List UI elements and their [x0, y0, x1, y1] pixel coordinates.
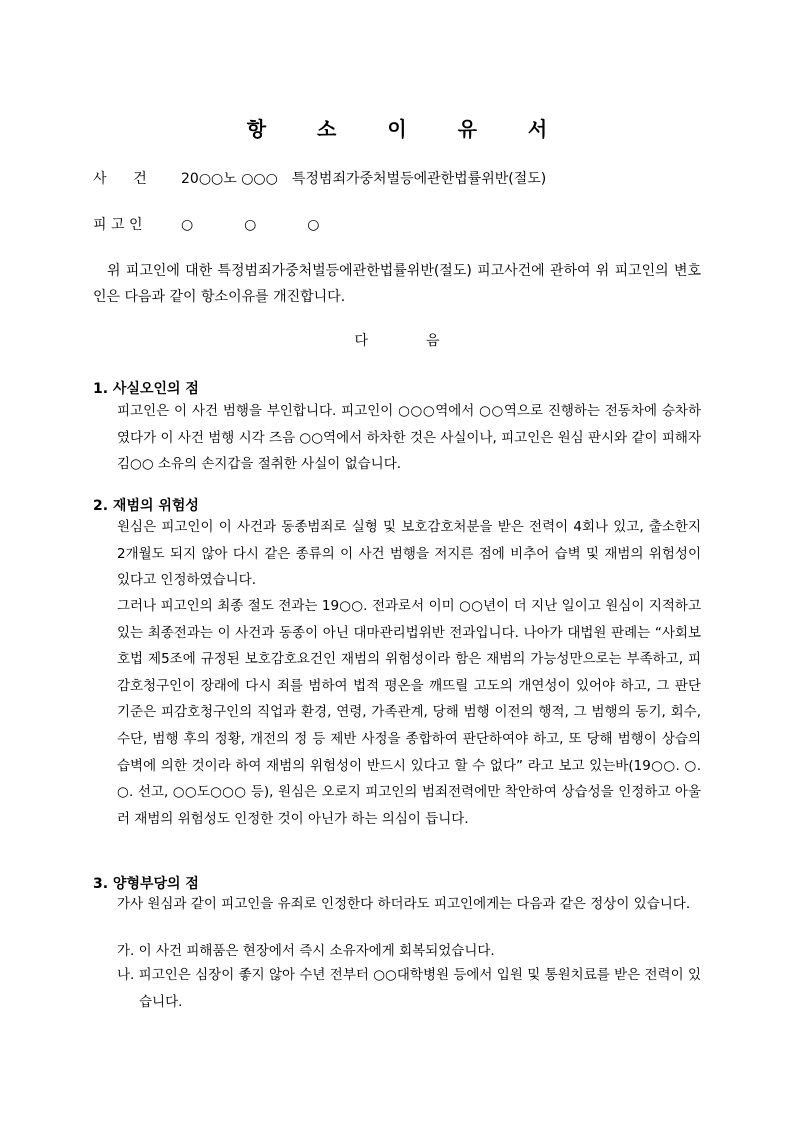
case-label: 사 건 [93, 171, 147, 187]
heading-left: 다 [354, 333, 368, 349]
section-title: 3. 양형부당의 점 [93, 876, 199, 892]
case-row [93, 168, 546, 188]
document-title: 항 소 이 유 서 [246, 117, 570, 141]
section-paragraph: 그러나 피고인의 최종 절도 전과는 19○○. 전과로서 이미 ○○년이 더 지난 일이고 원심이 지적하고 있는 최종전과는 이 사건과 동종이 아닌 대마관리법위반 전과입니다. 나아가 대법원 판례는 “사회보호법 제5조에 규정된 보호감호요건인 재범의 위험성이라 함은 재범의 가능성만으로는 부족하고, 피감호청구인이 장래에 다시 죄를 범하여 법적 평온을 깨뜨릴 고도의 개연성이 있어야 하고, 그 판단 기준은 피감호청구인의 직업과 환경, 연령, 가족관계, 당해 범행 이전의 행적, 그 범행의 동기, 회수, 수단, 범행 후의 정황, 개전의 정 등 제반 사정을 종합하여 판단하여야 하고, 또 당해 범행이 상습의 습벽에 의한 것이라 하여 재범의 위험성이 반드시 있다고 할 수 없다” 라고 보고 있는바(19○○. ○. ○. 선고, ○○도○○○ 등), 원심은 오로지 피고인의 범죄전력에만 착안하여 상습성을 인정하고 아울러 재범의 위험성도 인정한 것이 아닌가 하는 의심이 듭니다. [117, 598, 701, 827]
defendant-label: 피 고 인 [93, 217, 143, 233]
section-paragraph: 원심은 피고인이 이 사건과 동종범죄로 실형 및 보호감호처분을 받은 전력이 4회나 있고, 출소한지 2개월도 되지 않아 다시 같은 종류의 이 사건 범행을 저지른 점에 비추어 습벽 및 재범의 위험성이 있다고 인정하였습니다. [117, 519, 701, 589]
section-paragraph: 가사 원심과 같이 피고인을 유죄로 인정한다 하더라도 피고인에게는 다음과 같은 정상이 있습니다. [117, 896, 691, 912]
heading-da-eum [0, 330, 794, 350]
section-title: 2. 재범의 위험성 [93, 498, 199, 514]
defendant-name: ○ ○ ○ [181, 217, 334, 233]
section-title: 1. 사실오인의 점 [93, 381, 199, 397]
case-offense: 특정범죄가중처벌등에관한법률위반(절도) [291, 171, 547, 187]
section-paragraph: 피고인은 이 사건 범행을 부인합니다. 피고인이 ○○○역에서 ○○역으로 진행하는 전동차에 승차하였다가 이 사건 범행 시각 즈음 ○○역에서 하차한 것은 사실이나, 피고인은 원심 판시와 같이 피해자 김○○ 소유의 손지갑을 절취한 사실이 없습니다. [117, 403, 701, 473]
heading-right: 음 [426, 333, 440, 349]
list-item: 가. 이 사건 피해품은 현장에서 즉시 소유자에게 회복되었습니다. [117, 943, 495, 959]
list-item: 나. 피고인은 심장이 좋지 않아 수년 전부터 ○○대학병원 등에서 입원 및 통원치료를 받은 전력이 있습니다. [117, 967, 701, 1010]
case-number: 20○○노 ○○○ [181, 171, 278, 187]
intro-paragraph: 위 피고인에 대한 특정범죄가중처벌등에관한법률위반(절도) 피고사건에 관하여 위 피고인의 변호인은 다음과 같이 항소이유를 개진합니다. [93, 263, 701, 305]
defendant-row [93, 214, 333, 234]
